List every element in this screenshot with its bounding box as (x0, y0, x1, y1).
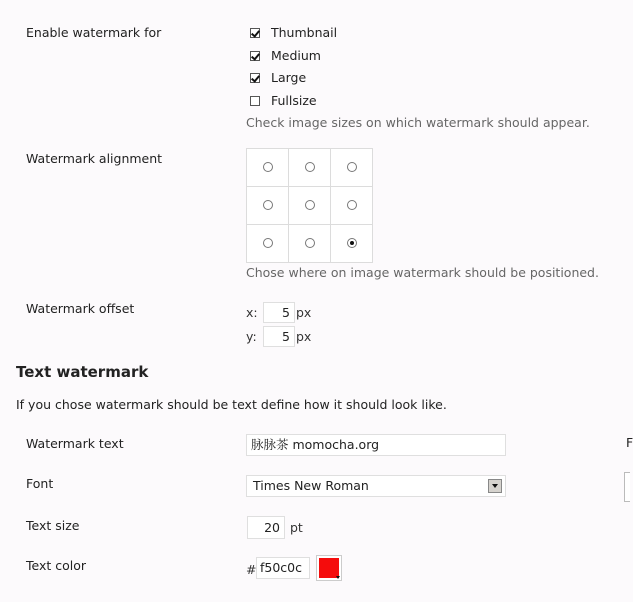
offset-label: Watermark offset (26, 301, 135, 316)
text-size-input[interactable]: 20 (247, 516, 285, 539)
checkbox-fullsize-label[interactable]: Fullsize (271, 93, 317, 108)
radio-top-center[interactable] (305, 162, 315, 172)
chevron-down-icon[interactable] (488, 479, 502, 493)
checkbox-medium[interactable] (250, 51, 260, 61)
offset-y-unit: px (296, 329, 312, 344)
align-cell-bottom-center[interactable] (289, 225, 331, 263)
offset-y-input[interactable]: 5 (263, 326, 295, 347)
offset-x-label: x: (246, 305, 258, 320)
enable-watermark-help: Check image sizes on which watermark should appear. (246, 115, 590, 130)
align-cell-middle-center[interactable] (289, 187, 331, 225)
radio-middle-left[interactable] (263, 200, 273, 210)
align-cell-top-right[interactable] (331, 149, 373, 187)
align-cell-middle-right[interactable] (331, 187, 373, 225)
align-cell-bottom-left[interactable] (247, 225, 289, 263)
font-select[interactable] (246, 475, 506, 497)
radio-bottom-center[interactable] (305, 238, 315, 248)
watermark-text-input[interactable]: 脉脉茶 momocha.org (246, 434, 506, 456)
swatch-dropdown-icon (336, 576, 340, 579)
radio-bottom-right[interactable] (347, 238, 357, 248)
text-size-unit: pt (290, 520, 303, 535)
text-size-label: Text size (26, 518, 80, 533)
radio-middle-right[interactable] (347, 200, 357, 210)
align-cell-bottom-right[interactable] (331, 225, 373, 263)
alignment-label: Watermark alignment (26, 151, 163, 166)
radio-middle-center[interactable] (305, 200, 315, 210)
checkbox-fullsize[interactable] (250, 96, 260, 106)
radio-bottom-left[interactable] (263, 238, 273, 248)
text-watermark-heading: Text watermark (16, 363, 149, 381)
checkbox-thumbnail[interactable] (250, 28, 260, 38)
offset-x-unit: px (296, 305, 312, 320)
text-watermark-description: If you chose watermark should be text define how it should look like. (16, 397, 447, 412)
cut-off-text: F (626, 435, 633, 450)
text-color-input[interactable]: f50c0c (256, 557, 310, 579)
align-cell-top-center[interactable] (289, 149, 331, 187)
color-swatch-button[interactable] (316, 555, 342, 581)
alignment-help: Chose where on image watermark should be positioned. (246, 265, 599, 280)
radio-top-right[interactable] (347, 162, 357, 172)
text-color-hash: # (246, 562, 257, 577)
align-cell-top-left[interactable] (247, 149, 289, 187)
enable-watermark-label: Enable watermark for (26, 25, 162, 40)
color-swatch-fill (319, 558, 339, 578)
font-label: Font (26, 476, 54, 491)
cut-off-box (624, 472, 630, 502)
checkbox-large[interactable] (250, 73, 260, 83)
offset-x-input[interactable]: 5 (263, 302, 295, 323)
checkbox-large-label[interactable]: Large (271, 70, 307, 85)
checkbox-medium-label[interactable]: Medium (271, 48, 321, 63)
text-color-label: Text color (26, 558, 87, 573)
alignment-grid (246, 148, 373, 263)
checkbox-thumbnail-label[interactable]: Thumbnail (271, 25, 338, 40)
radio-top-left[interactable] (263, 162, 273, 172)
watermark-text-label: Watermark text (26, 436, 124, 451)
font-select-value: Times New Roman (253, 478, 369, 493)
align-cell-middle-left[interactable] (247, 187, 289, 225)
offset-y-label: y: (246, 329, 257, 344)
